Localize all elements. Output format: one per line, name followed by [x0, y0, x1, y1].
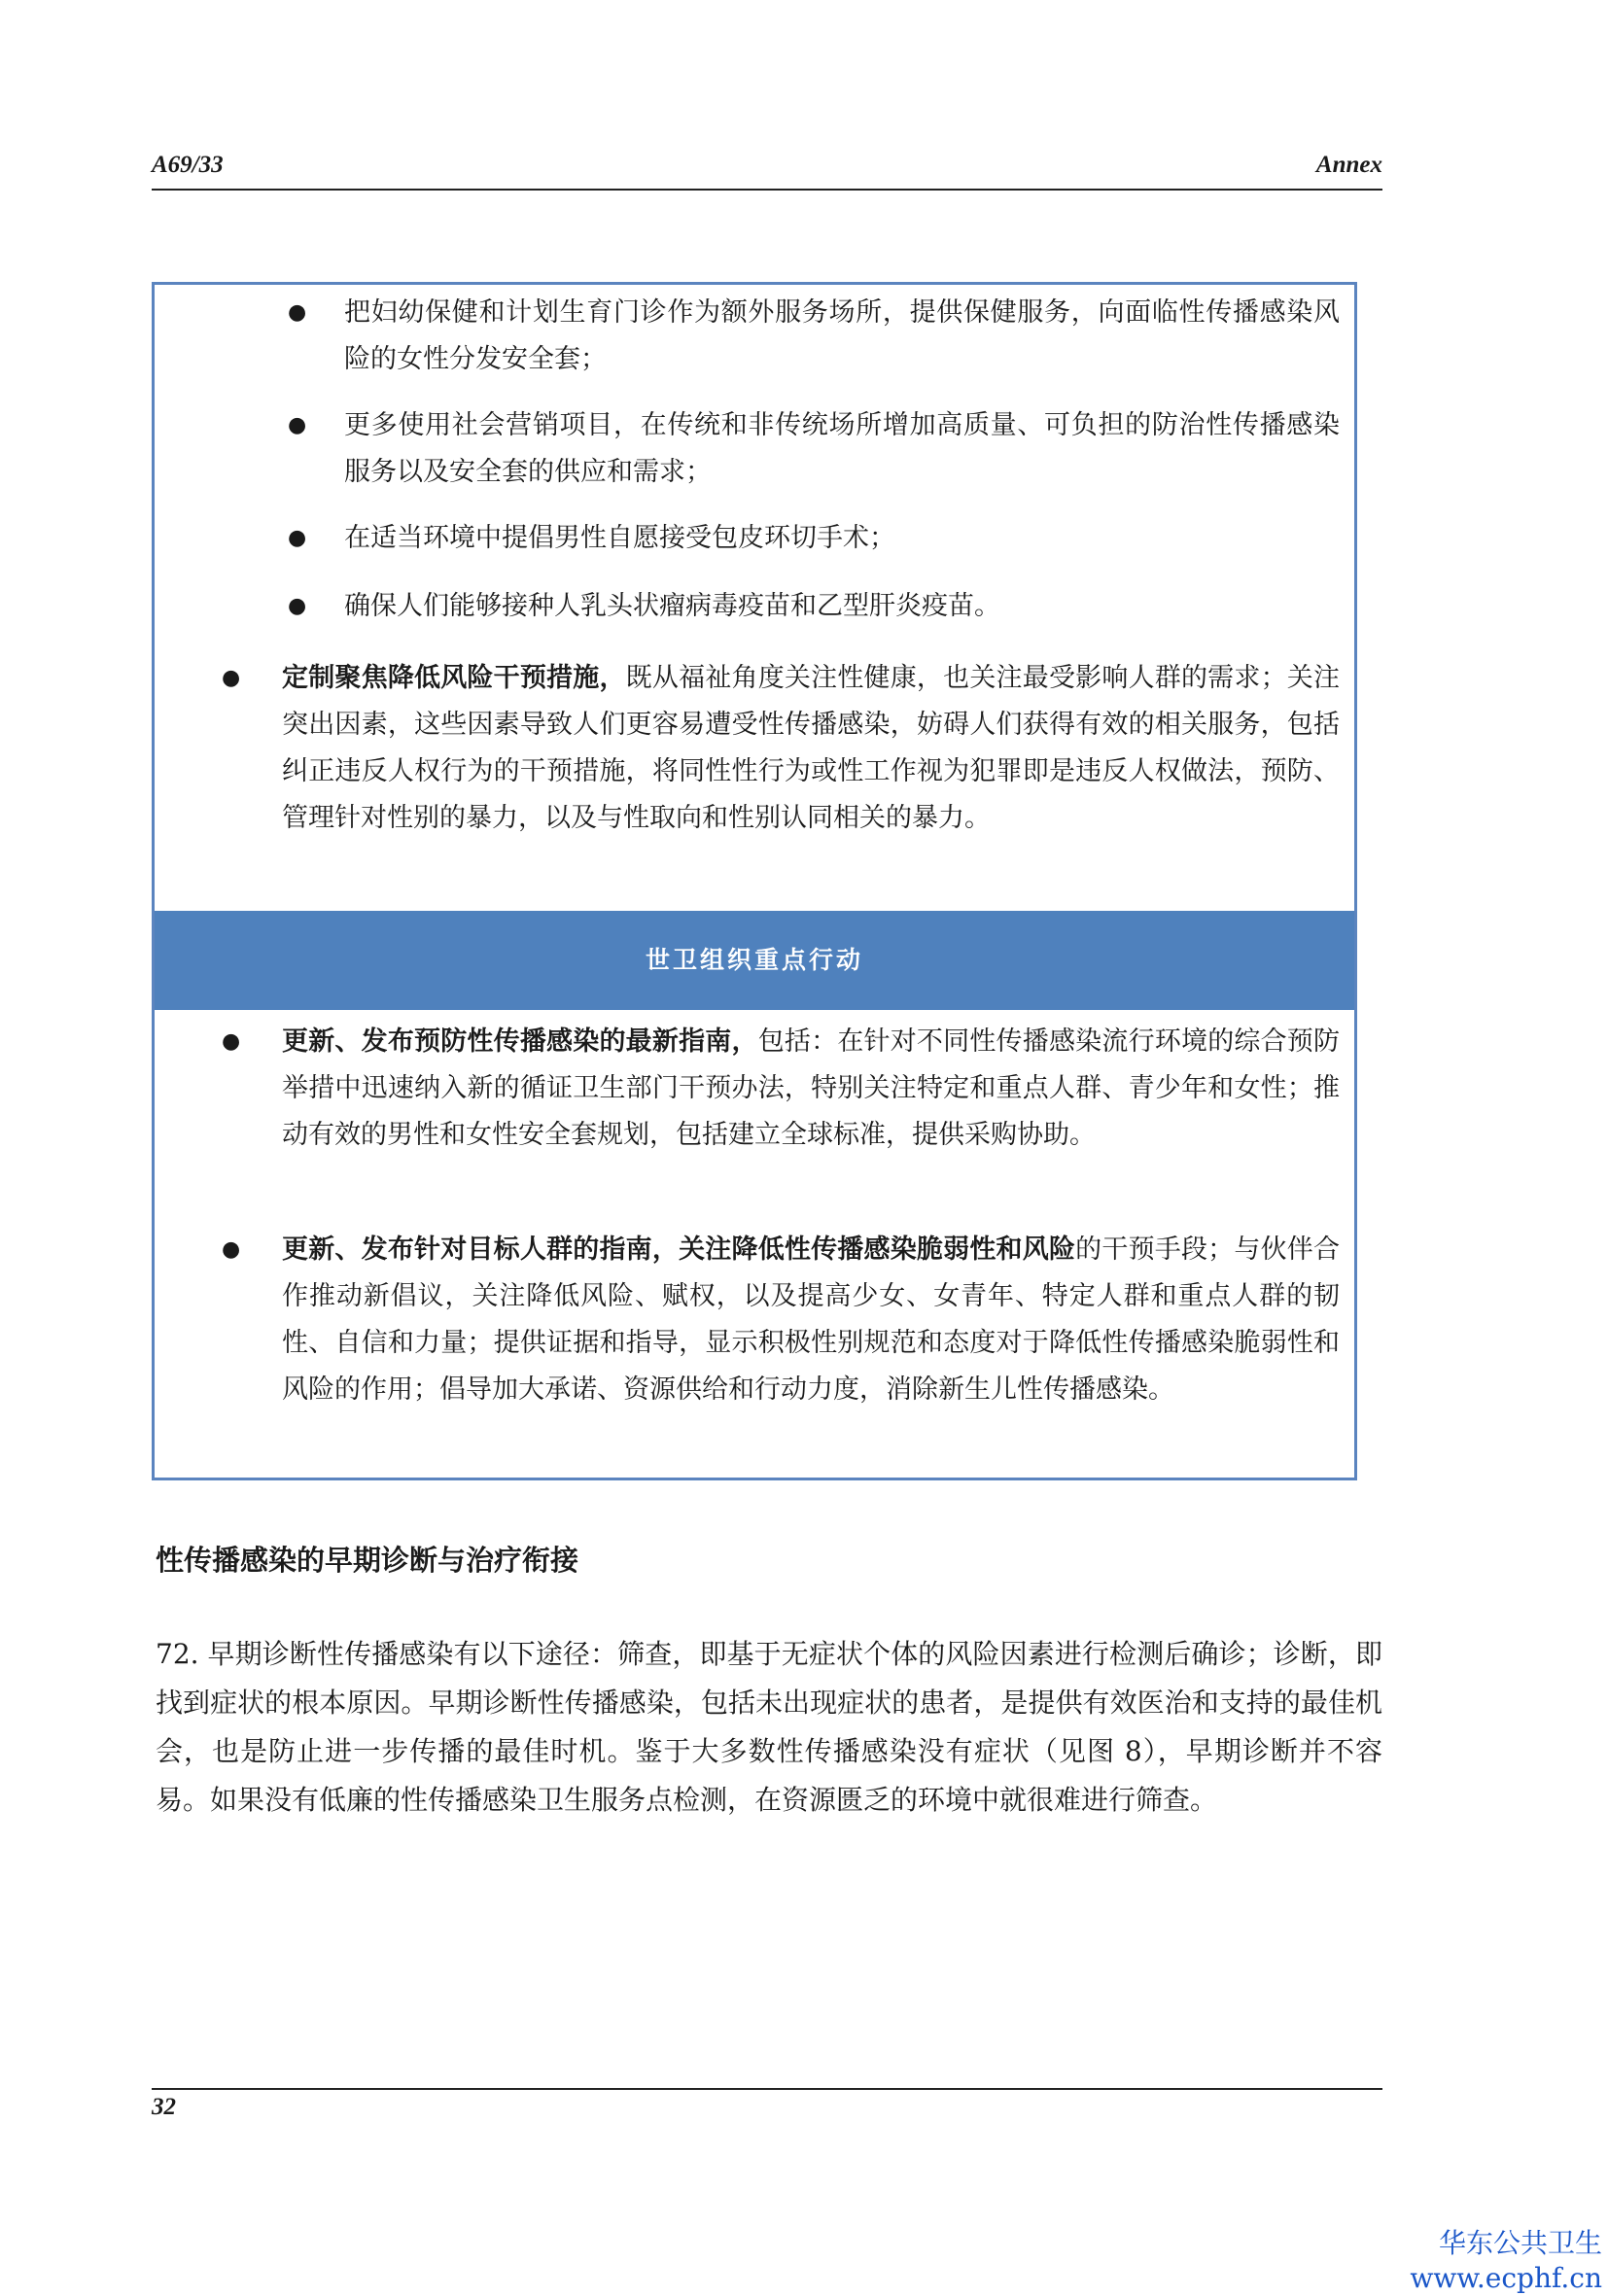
section-heading: 性传播感染的早期诊断与治疗衔接 [156, 1544, 579, 1577]
list-item-text: 更多使用社会营销项目，在传统和非传统场所增加高质量、可负担的防治性传播感染服务以及安全套的供应和需求； [344, 410, 1340, 487]
list-item [192, 655, 1340, 842]
list-item-text: 更新、发布针对目标人群的指南，关注降低性传播感染脆弱性和风险的干预手段；与伙伴合作推动新倡议，关注降低风险、赋权，以及提高少女、女青年、特定人群和重点人群的韧性、自信和力量；提供证据和指导，显示积极性别规范和态度对于降低性传播感染脆弱性和风险的作用；倡导加大承诺、资源供给和行动力度，消除新生儿性传播感染。 [282, 1235, 1341, 1405]
list-item [192, 290, 1340, 383]
list-item-text: 更新、发布预防性传播感染的最新指南，包括：在针对不同性传播感染流行环境的综合预防举措中迅速纳入新的循证卫生部门干预办法，特别关注特定和重点人群、青少年和女性；推动有效的男性和女性安全套规划，包括建立全球标准，提供采购协助。 [282, 1026, 1341, 1150]
list-item-text: 定制聚焦降低风险干预措施，既从福祉角度关注性健康，也关注最受影响人群的需求；关注突出因素，这些因素导致人们更容易遭受性传播感染，妨碍人们获得有效的相关服务，包括纠正违反人权行为的干预措施，将同性性行为或性工作视为犯罪即是违反人权做法，预防、管理针对性别的暴力，以及与性取向和性别认同相关的暴力。 [282, 663, 1341, 833]
bullet-icon: ● [288, 413, 307, 437]
annex-label: Annex [1315, 152, 1382, 178]
watermark-url: www.ecphf.cn [1410, 2262, 1602, 2294]
running-header [152, 152, 1382, 191]
list-item [192, 1019, 1340, 1159]
list-item [192, 402, 1340, 496]
paragraph-72: 72. 早期诊断性传播感染有以下途径：筛查，即基于无症状个体的风险因素进行检测后确诊；诊断，即找到症状的根本原因。早期诊断性传播感染，包括未出现症状的患者，是提供有效医治和支持的最佳机会，也是防止进一步传播的最佳时机。鉴于大多数性传播感染没有症状（见图 8），早期诊断并不容易。如果没有低廉的性传播感染卫生服务点检测，在资源匮乏的环境中就很难进行筛查。 [156, 1638, 1382, 1816]
bullet-icon: ● [222, 1237, 241, 1262]
who-actions-band: 世卫组织重点行动 [155, 911, 1354, 1010]
bullet-icon: ● [222, 666, 241, 690]
list-item [192, 515, 1340, 562]
list-item [192, 1227, 1340, 1413]
list-item [192, 583, 1340, 630]
list-item-text: 确保人们能够接种人乳头状瘤病毒疫苗和乙型肝炎疫苗。 [344, 591, 1000, 621]
bullet-icon: ● [288, 300, 307, 325]
bullet-icon: ● [288, 594, 307, 618]
page-number: 32 [152, 2094, 176, 2120]
bullet-icon: ● [222, 1029, 241, 1054]
page-footer [152, 2088, 1382, 2120]
list-item-text: 在适当环境中提倡男性自愿接受包皮环切手术； [344, 523, 895, 553]
bullet-icon: ● [288, 526, 307, 550]
document-symbol: A69/33 [152, 152, 224, 178]
watermark-name: 华东公共卫生 [1438, 2227, 1602, 2259]
list-item-text: 把妇幼保健和计划生育门诊作为额外服务场所，提供保健服务，向面临性传播感染风险的女性分发安全套； [344, 297, 1340, 374]
watermark [1410, 2226, 1602, 2296]
